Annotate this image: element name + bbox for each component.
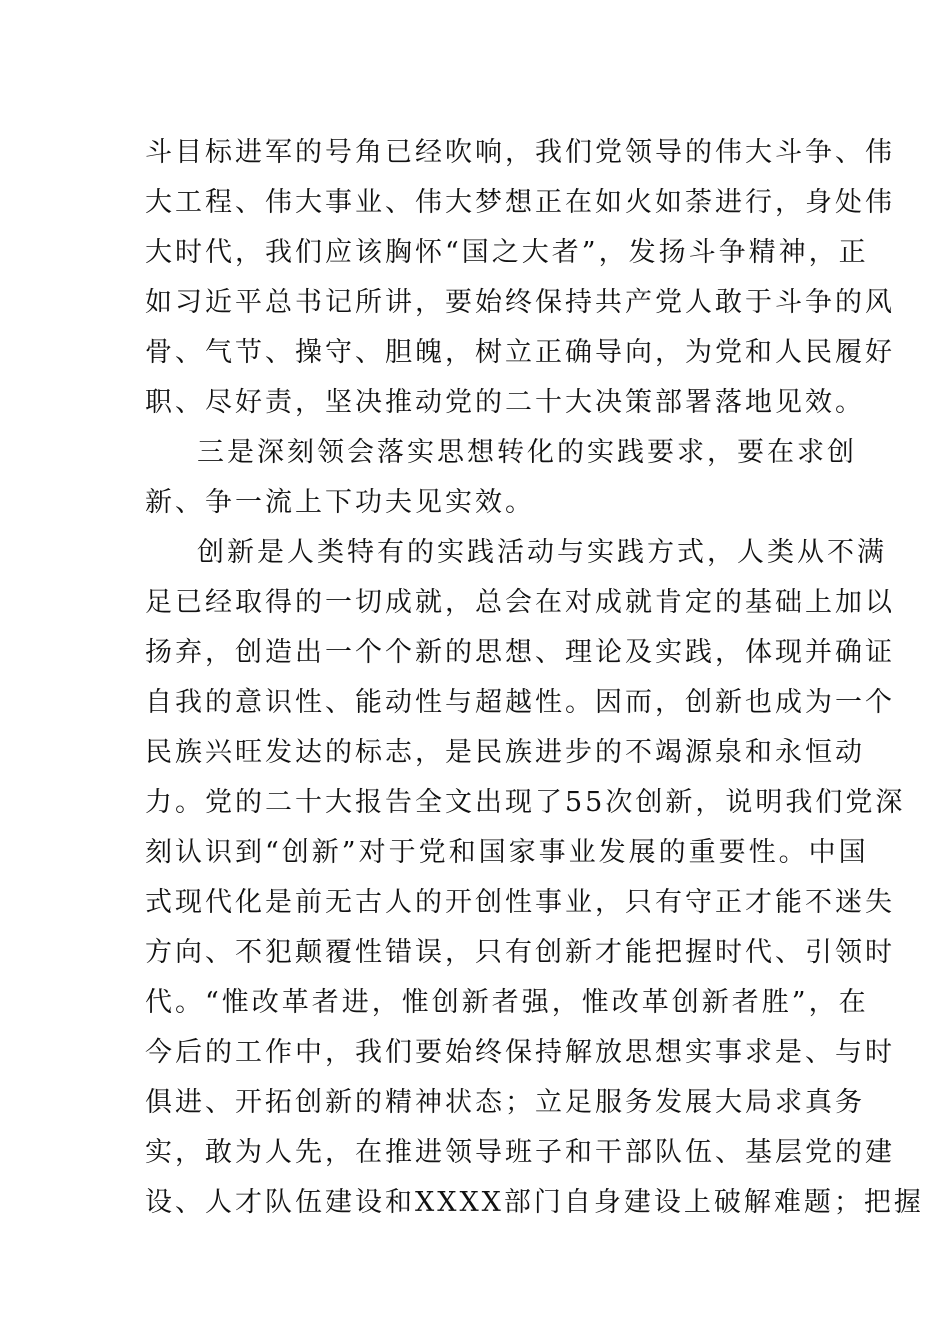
text-line: 大时代，我们应该胸怀“国之大者”，发扬斗争精神，正	[145, 237, 869, 268]
text-line: 大工程、伟大事业、伟大梦想正在如火如荼进行，身处伟	[145, 187, 895, 218]
text-line: 扬弃，创造出一个个新的思想、理论及实践，体现并确证	[145, 637, 895, 668]
text-line: 式现代化是前无古人的开创性事业，只有守正才能不迷失	[145, 887, 895, 918]
text-line: 俱进、开拓创新的精神状态；立足服务发展大局求真务	[145, 1087, 865, 1118]
text-line: 如习近平总书记所讲，要始终保持共产党人敢于斗争的风	[145, 287, 895, 318]
text-line: 职、尽好责，坚决推动党的二十大决策部署落地见效。	[145, 387, 865, 418]
text-line: 自我的意识性、能动性与超越性。因而，创新也成为一个	[145, 687, 895, 718]
text-line: 刻认识到“创新”对于党和国家事业发展的重要性。中国	[145, 837, 869, 868]
text-line: 今后的工作中，我们要始终保持解放思想实事求是、与时	[145, 1037, 895, 1068]
text-line: 创新是人类特有的实践活动与实践方式，人类从不满	[197, 537, 887, 568]
text-line: 实，敢为人先，在推进领导班子和干部队伍、基层党的建	[145, 1137, 895, 1168]
text-line: 设、人才队伍建设和XXXX部门自身建设上破解难题；把握	[145, 1187, 924, 1218]
section-heading-line: 三是深刻领会落实思想转化的实践要求，要在求创	[197, 437, 857, 468]
text-line: 足已经取得的一切成就，总会在对成就肯定的基础上加以	[145, 587, 895, 618]
text-line: 方向、不犯颠覆性错误，只有创新才能把握时代、引领时	[145, 937, 895, 968]
text-line: 代。“惟改革者进，惟创新者强，惟改革创新者胜”，在	[145, 987, 869, 1018]
text-line: 骨、气节、操守、胆魄，树立正确导向，为党和人民履好	[145, 337, 895, 368]
text-line: 力。党的二十大报告全文出现了55次创新，说明我们党深	[145, 787, 906, 818]
section-heading-line: 新、争一流上下功夫见实效。	[145, 487, 535, 518]
text-line: 斗目标进军的号角已经吹响，我们党领导的伟大斗争、伟	[145, 137, 895, 168]
text-line: 民族兴旺发达的标志，是民族进步的不竭源泉和永恒动	[145, 737, 865, 768]
